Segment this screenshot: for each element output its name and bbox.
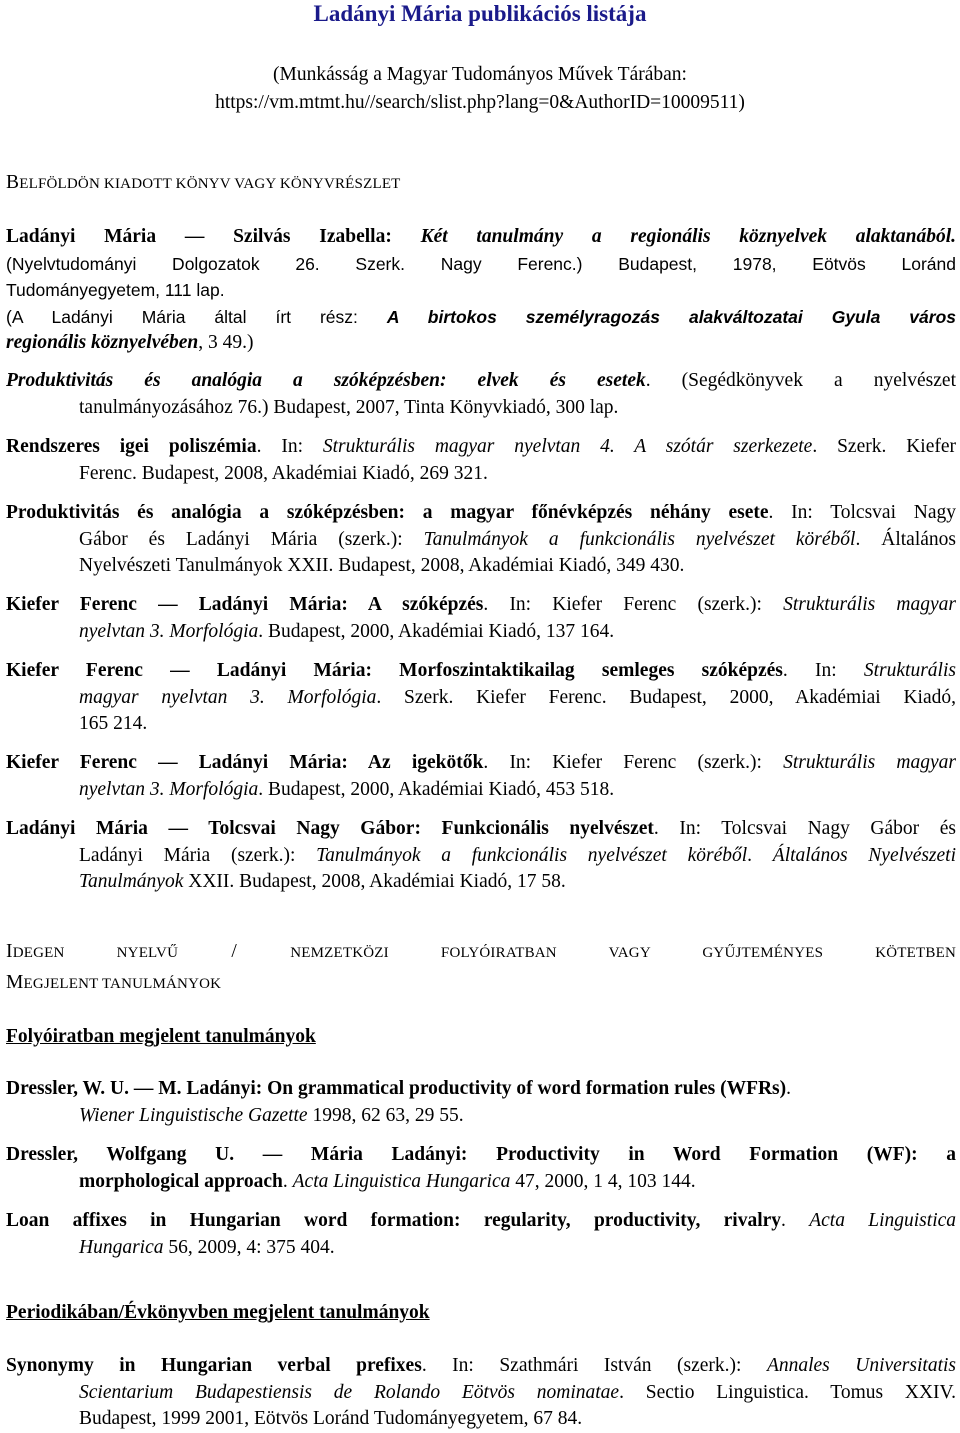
entry-title: morphological approach	[79, 1170, 283, 1192]
publication-entry	[6, 1353, 956, 1433]
entry-title: Dressler, W. U. — M. Ladányi: On grammatical productivity of word formation rules (WFRs)	[6, 1078, 787, 1099]
entry-details: tanulmányozásához 76.) Budapest, 2007, Tinta Könyvkiadó, 300 lap.	[79, 396, 619, 418]
entry-details: Nyelvészeti Tanulmányok XXII. Budapest, 2008, Akadémiai Kiadó, 349 430.	[79, 555, 685, 576]
entry-note: (A Ladányi Mária által írt rész:	[6, 306, 358, 327]
entry-details: Ferenc. Budapest, 2008, Akadémiai Kiadó, 269 321.	[79, 462, 488, 484]
entry-chapter-title: regionális köznyelvében	[6, 332, 199, 353]
entry-volume: Strukturális magyar	[783, 594, 956, 615]
entry-title: Produktivitás és analógia a szóképzésben: elvek és esetek	[6, 370, 646, 391]
entry-details: Budapest, 1999 2001, Eötvös Loránd Tudományegyetem, 67 84.	[79, 1408, 583, 1429]
entry-details: . In: Tolcsvai Nagy	[768, 502, 956, 523]
publication-entry	[6, 592, 956, 645]
entry-details: 47, 2000, 1 4, 103 144.	[510, 1170, 696, 1192]
publication-entry: Produktivitás és analógia a szóképzésben: a magyar főnévképzés néhány esete. In: Tolcsvai Nagy Gábor és Ladányi Mária (szerk.): Tanulmányok a funkcionális nyelvészet köréből. Általános Nyelvészeti Tanulmányok XXII. Budapest, 2008, Akadémiai Kiadó, 349 430.	[6, 500, 956, 580]
section-heading-foreign-studies: IDEGEN NYELVŰ / NEMZETKÖZI FOLYÓIRATBAN VAGY GYŰJTEMÉNYES KÖTETBEN MEGJELENT TANULMÁNYOK	[6, 941, 956, 993]
entry-details: XXII. Budapest, 2008, Akadémiai Kiadó, 17 58.	[183, 871, 566, 892]
page-title: Ladányi Mária publikációs listája	[313, 1, 647, 26]
entry-chapter-title: A birtokos személyragozás alakváltozatai Gyula város	[386, 306, 956, 327]
publication-entry	[6, 368, 956, 421]
entry-title: Kiefer Ferenc — Ladányi Mária: A szóképzés	[6, 594, 484, 615]
entry-details: . In: Kiefer Ferenc (szerk.):	[483, 594, 784, 615]
section-heading-domestic-books	[6, 168, 956, 199]
entry-title: Kiefer Ferenc — Ladányi Mária: Morfoszintaktikailag semleges szóképzés	[6, 660, 783, 681]
entry-journal: Acta Linguistica	[809, 1210, 957, 1231]
entry-details: . Budapest, 2000, Akadémiai Kiadó, 137 164.	[258, 620, 615, 642]
entry-volume: Strukturális magyar nyelvtan 4. A szótár szerkezete	[322, 436, 813, 457]
subtitle-line-2: https://vm.mtmt.hu//search/slist.php?lang=0&AuthorID=10009511)	[215, 92, 745, 113]
entry-details: (Nyelvtudományi Dolgozatok 26. Szerk. Nagy Ferenc.) Budapest, 1978, Eötvös Loránd	[6, 253, 956, 274]
publication-entry	[6, 658, 956, 738]
subsection-heading-periodicals: Periodikában/Évkönyvben megjelent tanulmányok	[6, 1302, 430, 1323]
entry-title: Rendszeres igei poliszémia	[6, 436, 257, 457]
entry-pages: 165 214.	[79, 713, 148, 734]
entry-title: Produktivitás és analógia a szóképzésben: a magyar főnévképzés néhány esete	[6, 502, 769, 523]
entry-details: . In: Tolcsvai Nagy Gábor és	[653, 818, 956, 839]
entry-volume: nyelvtan 3. Morfológia	[79, 620, 259, 642]
subtitle-line-1: (Munkásság a Magyar Tudományos Művek Tárában:	[273, 64, 687, 85]
entry-authors: Ladányi Mária — Szilvás Izabella:	[6, 226, 392, 247]
entry-title: Kiefer Ferenc — Ladányi Mária: Az igekötők	[6, 752, 484, 773]
entry-volume: Strukturális magyar	[783, 752, 956, 773]
entry-details: . In: Kiefer Ferenc (szerk.):	[483, 752, 784, 773]
entry-details: Tudományegyetem, 111 lap.	[6, 280, 225, 300]
entry-details: 56, 2009, 4: 375 404.	[163, 1236, 335, 1258]
entry-volume: nyelvtan 3. Morfológia	[79, 778, 259, 800]
entry-details: . Sectio Linguistica. Tomus XXIV.	[619, 1381, 956, 1403]
entry-title: Loan affixes in Hungarian word formation: regularity, productivity, rivalry	[6, 1210, 782, 1231]
entry-volume: Tanulmányok a funkcionális nyelvészet köréből	[316, 844, 748, 866]
entry-title: Két tanulmány a regionális köznyelvek alaktanából.	[420, 226, 956, 247]
entry-volume: Strukturális	[863, 660, 956, 681]
entry-journal: Annales Universitatis	[766, 1355, 956, 1376]
publication-entry: Dressler, W. U. — M. Ladányi: On grammatical productivity of word formation rules (WFRs). Wiener Linguistische Gazette 1998, 62 63, 29 55.	[6, 1078, 792, 1126]
entry-series: Általános Nyelvészeti	[772, 844, 957, 866]
entry-pages: , 3 49.)	[198, 332, 254, 353]
entry-volume: magyar nyelvtan 3. Morfológia	[79, 686, 377, 708]
entry-journal: Scientarium Budapestiensis de Rolando Eötvös nominatae	[79, 1381, 620, 1403]
entry-journal: Acta Linguistica Hungarica	[292, 1170, 511, 1192]
entry-editors: Ladányi Mária (szerk.):	[79, 844, 317, 866]
entry-title: Dressler, Wolfgang U. — Mária Ladányi: Productivity in Word Formation (WF): a	[6, 1144, 956, 1165]
entry-volume: Tanulmányok a funkcionális nyelvészet köréből	[423, 528, 856, 550]
entry-journal: Hungarica	[79, 1236, 164, 1258]
entry-details: . In: Szathmári István (szerk.):	[421, 1355, 767, 1376]
entry-details: 1998, 62 63, 29 55.	[307, 1104, 464, 1126]
entry-editors: Gábor és Ladányi Mária (szerk.):	[79, 528, 424, 550]
entry-details: . In:	[782, 660, 864, 681]
entry-title: Synonymy in Hungarian verbal prefixes	[6, 1355, 422, 1376]
section-heading-cap: B	[6, 172, 20, 193]
entry-series: Tanulmányok	[79, 871, 184, 892]
publication-entry	[6, 224, 956, 357]
entry-details: . Szerk. Kiefer	[812, 436, 957, 457]
publication-entry: Dressler, Wolfgang U. — Mária Ladányi: Productivity in Word Formation (WF): a morphological approach. Acta Linguistica Hungarica 47, 2000, 1 4, 103 144.	[6, 1144, 956, 1192]
entry-title: Ladányi Mária — Tolcsvai Nagy Gábor: Funkcionális nyelvészet	[6, 818, 654, 839]
publication-entry: Rendszeres igei poliszémia. In: Strukturális magyar nyelvtan 4. A szótár szerkezete. Szerk. Kiefer Ferenc. Budapest, 2008, Akadémiai Kiadó, 269 321.	[6, 434, 956, 487]
publication-entry: Ladányi Mária — Tolcsvai Nagy Gábor: Funkcionális nyelvészet. In: Tolcsvai Nagy Gábor és Ladányi Mária (szerk.): Tanulmányok a funkcionális nyelvészet köréből. Általános Nyelvészeti Tanulmányok XXII. Budapest, 2008, Akadémiai Kiadó, 17 58.	[6, 818, 957, 892]
entry-details: . (Segédkönyvek a nyelvészet	[645, 370, 956, 391]
entry-details: . Budapest, 2000, Akadémiai Kiadó, 453 518.	[258, 778, 615, 800]
publication-entry	[6, 750, 956, 803]
entry-journal: Wiener Linguistische Gazette	[79, 1104, 308, 1126]
entry-details: . Szerk. Kiefer Ferenc. Budapest, 2000, Akadémiai Kiadó,	[376, 686, 957, 708]
section-heading-rest: ELFÖLDÖN KIADOTT KÖNYV VAGY KÖNYVRÉSZLET	[19, 176, 401, 192]
publication-entry: Loan affixes in Hungarian word formation: regularity, productivity, rivalry. Acta Linguistica Hungarica 56, 2009, 4: 375 404.	[6, 1210, 957, 1258]
subsection-heading-journals: Folyóiratban megjelent tanulmányok	[6, 1026, 316, 1047]
